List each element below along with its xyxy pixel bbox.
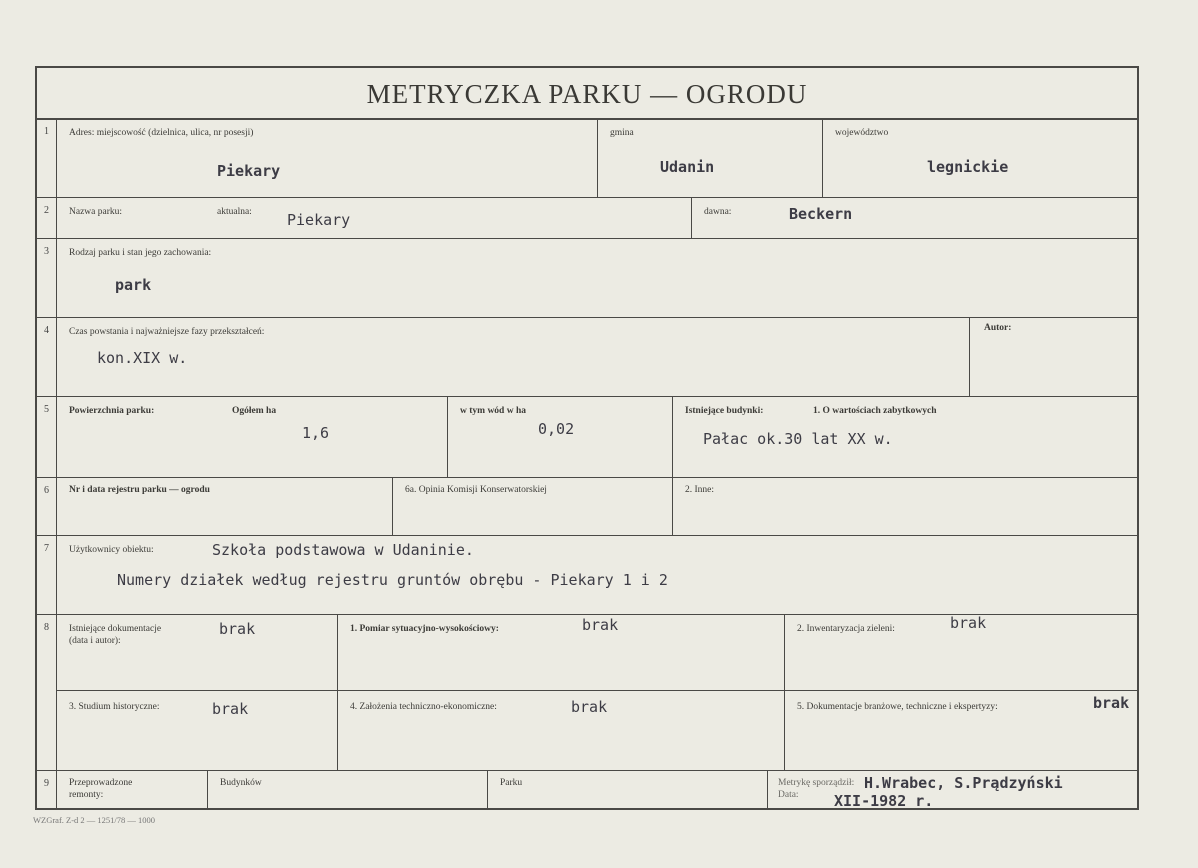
row-number: 3	[37, 238, 57, 317]
author-label: Autor:	[984, 323, 1012, 333]
voivodeship-cell	[822, 118, 1137, 197]
history-value: brak	[212, 700, 249, 718]
tech-label: 4. Założenia techniczno-ekonomiczne:	[350, 702, 497, 712]
survey-value: brak	[582, 616, 619, 634]
survey-cell	[337, 614, 784, 770]
buildings-label: Istniejące budynki:	[685, 406, 764, 416]
park-repairs-label: Parku	[500, 778, 523, 788]
branch-label: 5. Dokumentacje branżowe, techniczne i ekspertyzy:	[797, 702, 998, 712]
voivodeship-value: legnickie	[927, 158, 1009, 176]
row-park-type	[37, 238, 1137, 318]
print-footer: WZGraf. Z-d 2 — 1251/78 — 1000	[33, 815, 156, 825]
users-value: Szkoła podstawowa w Udaninie.	[212, 541, 474, 559]
author-cell	[969, 317, 1137, 396]
prepared-by-label: Metrykę sporządził:	[778, 778, 855, 788]
park-type-value: park	[115, 276, 152, 294]
water-area-value: 0,02	[538, 420, 575, 438]
tech-value: brak	[571, 698, 608, 716]
buildings-repairs-cell	[207, 770, 487, 808]
register-label: Nr i data rejestru parku — ogrodu	[69, 485, 210, 495]
park-type-cell	[57, 238, 1137, 317]
plots-value: Numery działek według rejestru gruntów obrębu - Piekary 1 i 2	[117, 571, 668, 589]
date-label: Data:	[778, 790, 799, 800]
current-name-value: Piekary	[287, 211, 351, 229]
area-total-value: 1,6	[302, 424, 330, 442]
other-buildings-cell	[672, 477, 1137, 535]
creation-time-value: kon.XIX w.	[97, 349, 188, 367]
users-label: Użytkownicy obiektu:	[69, 545, 154, 555]
current-name-label: aktualna:	[217, 207, 252, 217]
docs-label: Istniejące dokumentacje	[69, 624, 162, 634]
docs-sublabel: (data i autor):	[69, 636, 121, 646]
row-repairs	[37, 770, 1137, 808]
row-park-name	[37, 197, 1137, 239]
row-number: 7	[37, 535, 57, 614]
row-number: 1	[37, 118, 57, 197]
address-cell	[57, 118, 597, 197]
row-address	[37, 118, 1137, 198]
docs-value: brak	[219, 620, 256, 638]
former-name-value: Beckern	[789, 205, 853, 223]
opinion-label: 6a. Opinia Komisji Konserwatorskiej	[405, 485, 547, 495]
gmina-cell	[597, 118, 822, 197]
gmina-label: gmina	[610, 128, 634, 138]
other-buildings-label: 2. Inne:	[685, 485, 715, 495]
buildings-cell	[672, 396, 1137, 477]
opinion-cell	[392, 477, 672, 535]
buildings-repairs-label: Budynków	[220, 778, 262, 788]
monument-label: 1. O wartościach zabytkowych	[813, 406, 937, 416]
former-name-label: dawna:	[704, 207, 732, 217]
area-label: Powierzchnia parku:	[69, 406, 155, 416]
row-creation-time	[37, 317, 1137, 397]
row-number: 6	[37, 477, 57, 535]
history-label: 3. Studium historyczne:	[69, 702, 160, 712]
row-number: 2	[37, 197, 57, 238]
creation-time-cell	[57, 317, 969, 396]
repairs-label: Przeprowadzone	[69, 778, 133, 788]
inventory-cell	[784, 614, 1137, 770]
row-number: 8	[37, 614, 57, 770]
current-name-cell	[57, 197, 691, 238]
survey-label: 1. Pomiar sytuacyjno-wysokościowy:	[350, 624, 499, 634]
repairs-cell	[57, 770, 207, 808]
row-register	[37, 477, 1137, 536]
inventory-value: brak	[950, 614, 987, 632]
inventory-label: 2. Inwentaryzacja zieleni:	[797, 624, 895, 634]
row-documentation	[37, 614, 1137, 771]
address-label: Adres: miejscowość (dzielnica, ulica, nr posesji)	[69, 128, 254, 138]
docs-cell	[57, 614, 337, 770]
water-area-cell	[447, 396, 672, 477]
form-title: METRYCZKA PARKU — OGRODU	[37, 68, 1137, 120]
park-repairs-cell	[487, 770, 767, 808]
repairs-sublabel: remonty:	[69, 790, 104, 800]
address-value: Piekary	[217, 162, 281, 180]
prepared-by-cell	[767, 770, 1137, 808]
park-type-label: Rodzaj parku i stan jego zachowania:	[69, 248, 212, 258]
park-record-form	[35, 66, 1139, 810]
row-area	[37, 396, 1137, 478]
row-number: 4	[37, 317, 57, 396]
voivodeship-label: województwo	[835, 128, 889, 138]
row-number: 9	[37, 770, 57, 808]
date-value: XII-1982 r.	[834, 792, 934, 810]
area-total-label: Ogółem ha	[232, 406, 277, 416]
gmina-value: Udanin	[660, 158, 715, 176]
prepared-by-value: H.Wrabec, S.Prądzyński	[864, 774, 1063, 792]
creation-time-label: Czas powstania i najważniejsze fazy przekształceń:	[69, 327, 265, 337]
users-cell	[57, 535, 1137, 614]
water-area-label: w tym wód w ha	[460, 406, 526, 416]
row-users	[37, 535, 1137, 615]
monument-value: Pałac ok.30 lat XX w.	[703, 430, 893, 448]
park-name-label: Nazwa parku:	[69, 207, 123, 217]
branch-value: brak	[1093, 694, 1130, 712]
area-total-cell	[57, 396, 447, 477]
former-name-cell	[691, 197, 1137, 238]
row-number: 5	[37, 396, 57, 477]
register-cell	[57, 477, 392, 535]
